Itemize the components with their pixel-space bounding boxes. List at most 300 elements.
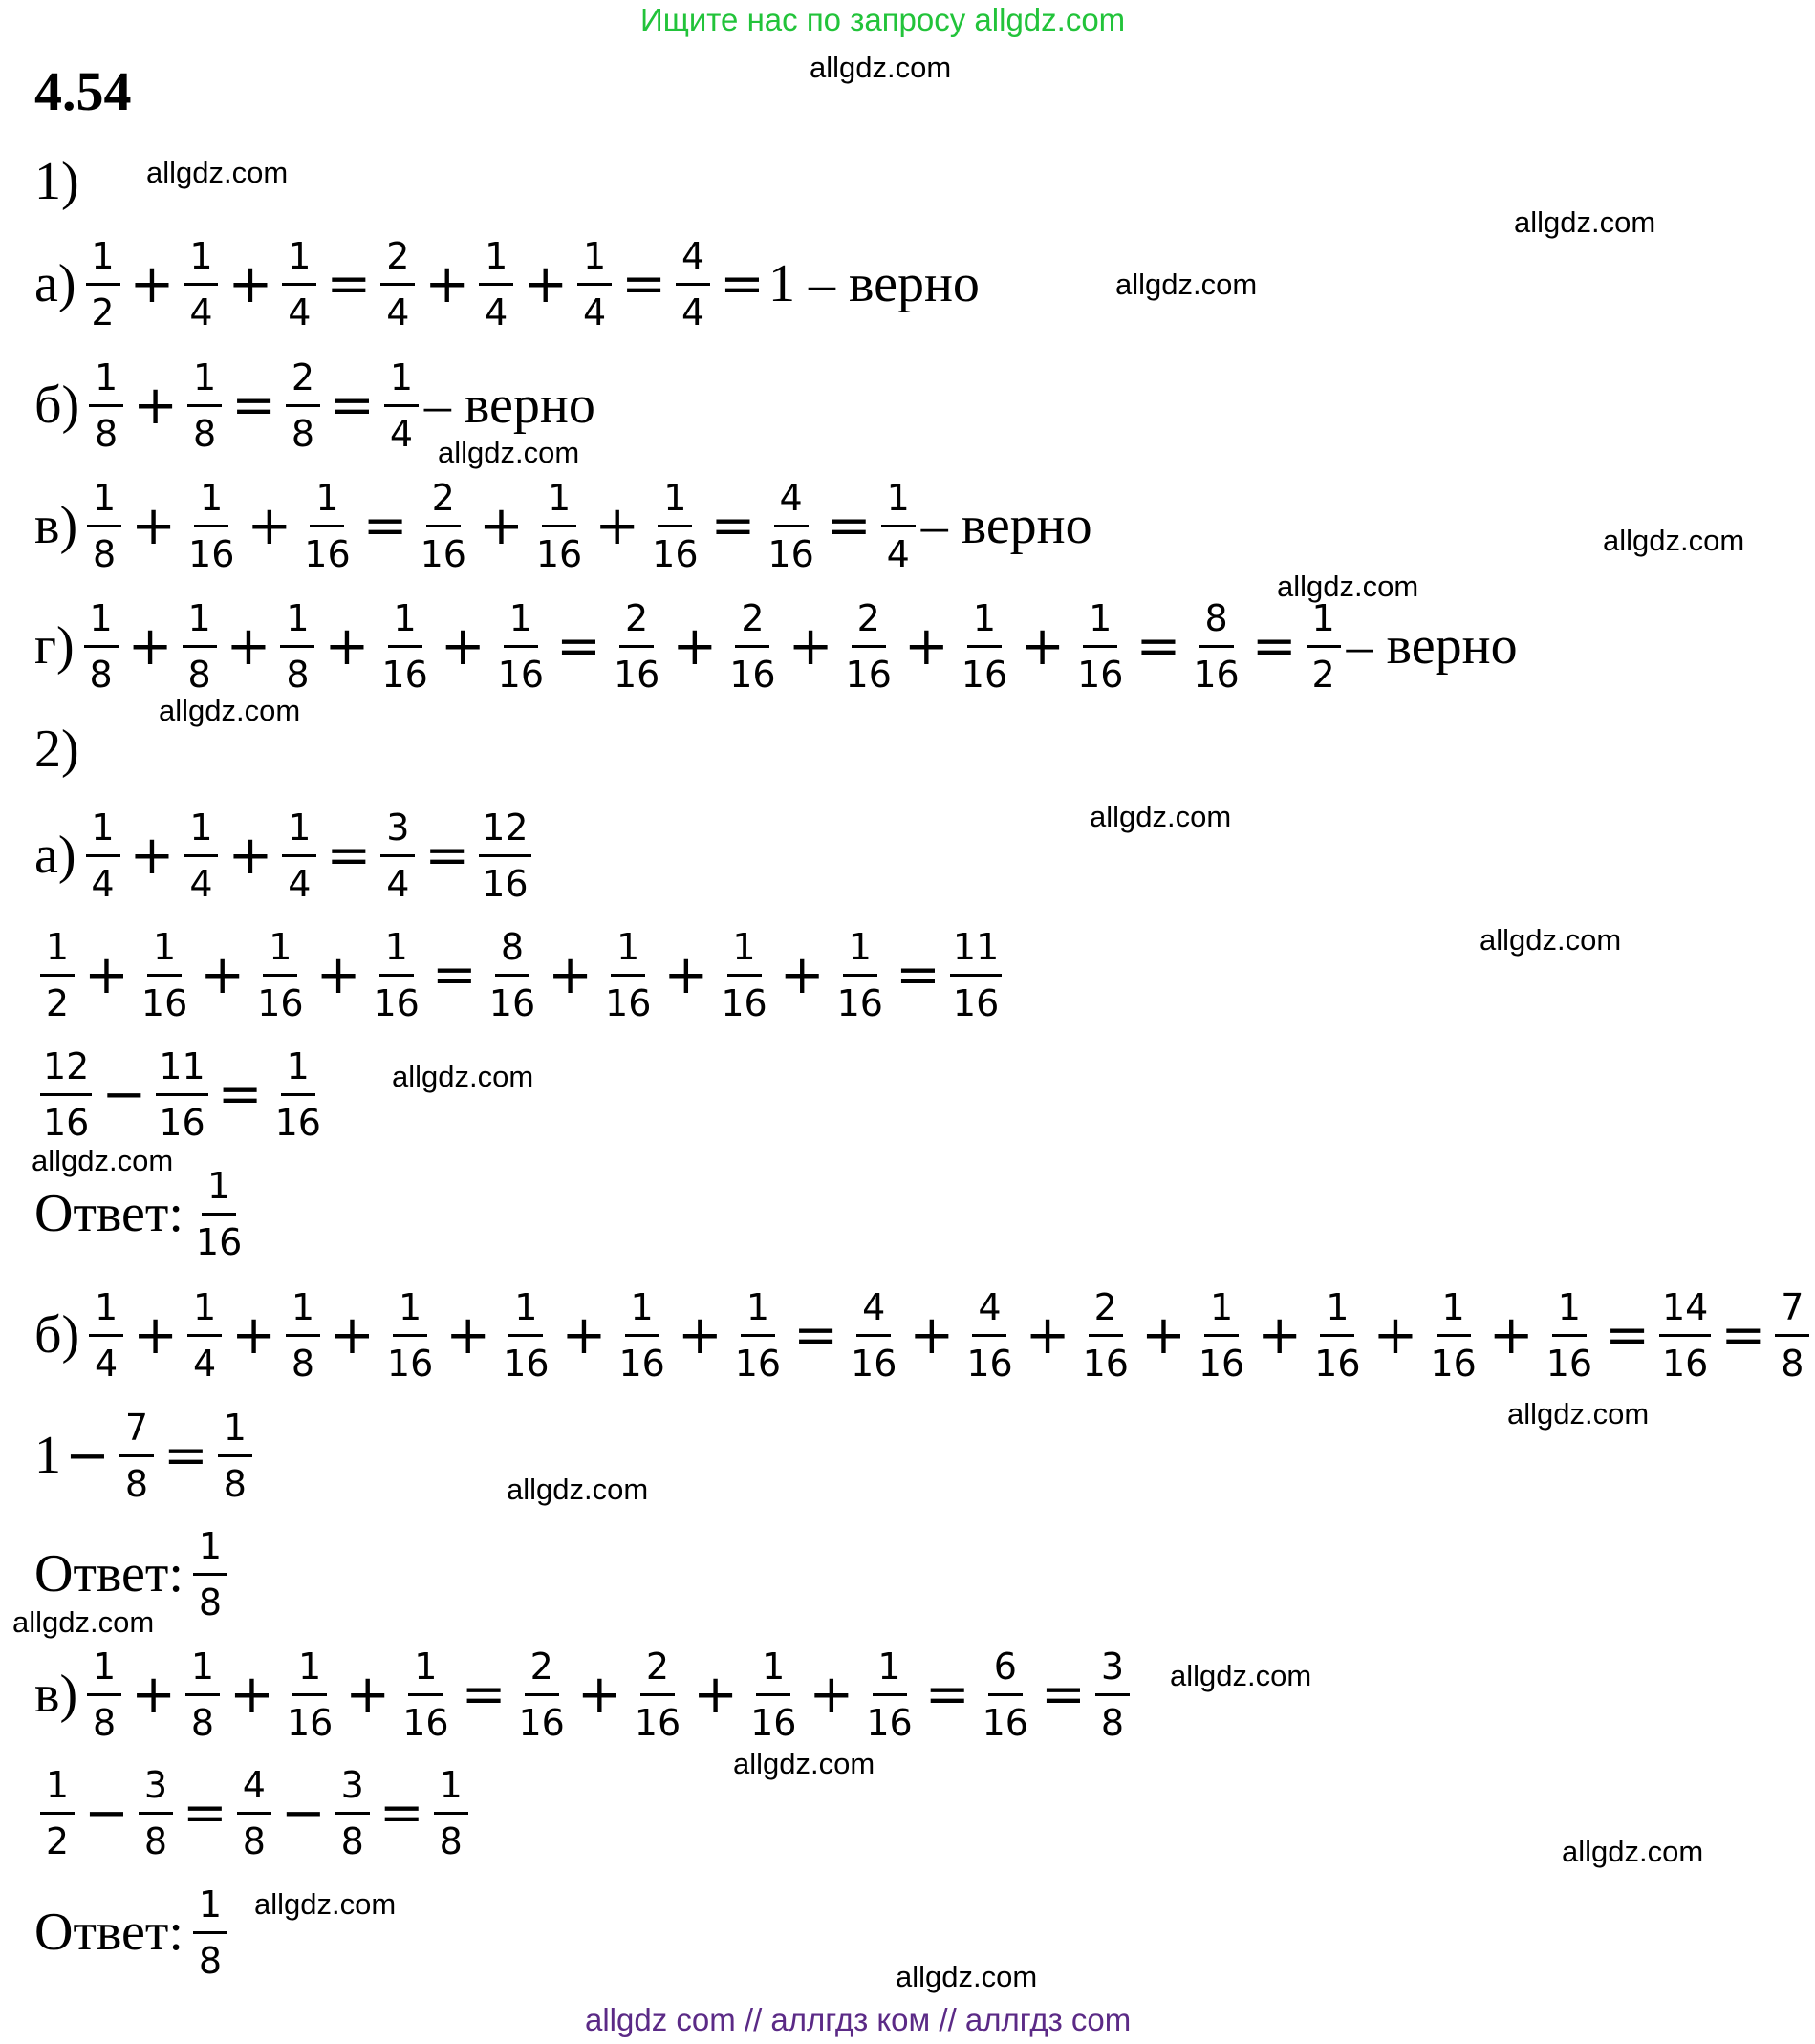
fraction [40, 1027, 92, 1161]
numerator: 1 [479, 238, 513, 286]
denominator: 16 [652, 532, 699, 575]
fraction [611, 579, 662, 713]
numerator: 1 [1552, 1289, 1587, 1337]
answer-2v [34, 1865, 233, 1999]
denominator: 8 [93, 532, 117, 575]
eq-2b-line2 [34, 1388, 258, 1522]
operator: + [677, 1303, 723, 1366]
denominator: 16 [734, 1342, 782, 1385]
numerator: 1 [86, 809, 120, 857]
denominator: 4 [681, 290, 705, 333]
fraction [1544, 1268, 1595, 1402]
denominator: 16 [845, 653, 892, 696]
operator: + [663, 943, 709, 1006]
fraction [516, 1627, 568, 1761]
denominator: 4 [288, 290, 312, 333]
numerator: 1 [263, 929, 297, 977]
numerator: 1 [873, 1648, 907, 1696]
denominator: 16 [1314, 1342, 1361, 1385]
numerator: 1 [658, 480, 692, 527]
operator: = [621, 252, 667, 315]
operator: + [1257, 1303, 1303, 1366]
denominator: 16 [767, 532, 814, 575]
fraction [87, 1627, 121, 1761]
denominator: 8 [198, 1939, 223, 1982]
equation-text: – верно [920, 496, 1092, 555]
numerator: 2 [735, 600, 769, 648]
operator: = [378, 1781, 424, 1844]
watermark-14: allgdz.com [507, 1473, 649, 1506]
denominator: 8 [187, 653, 211, 696]
fraction [380, 788, 415, 922]
watermark-15: allgdz.com [12, 1605, 155, 1639]
fraction [959, 579, 1010, 713]
fraction [747, 1627, 799, 1761]
numerator: 1 [185, 1648, 220, 1696]
fraction [378, 579, 430, 713]
numerator: 1 [1307, 600, 1341, 648]
denominator: 8 [124, 1462, 149, 1505]
denominator: 8 [439, 1819, 463, 1862]
equation-text: – верно [423, 376, 595, 435]
fraction [89, 338, 123, 472]
denominator: 16 [503, 1342, 550, 1385]
operator: = [1605, 1303, 1650, 1366]
operator: = [326, 824, 372, 887]
fraction [863, 1627, 915, 1761]
operator: + [672, 614, 718, 678]
denominator: 16 [188, 532, 235, 575]
denominator: 4 [189, 290, 213, 333]
fraction [40, 908, 75, 1042]
fraction [86, 217, 120, 351]
numerator: 1 [388, 600, 422, 648]
denominator: 4 [95, 1342, 119, 1385]
numerator: 1 [542, 480, 576, 527]
numerator: 1 [86, 238, 120, 286]
fraction [280, 579, 314, 713]
operator: + [788, 614, 833, 678]
denominator: 16 [381, 653, 428, 696]
watermark-8: allgdz.com [159, 694, 301, 727]
denominator: 2 [45, 981, 70, 1024]
denominator: 8 [89, 653, 113, 696]
denominator: 16 [952, 981, 1000, 1024]
eq-2v-line2 [34, 1746, 474, 1880]
numerator: 1 [611, 929, 645, 977]
numerator: 1 [741, 1289, 775, 1337]
fraction [119, 1388, 154, 1522]
denominator: 8 [190, 1701, 215, 1744]
watermark-1: allgdz.com [810, 51, 952, 84]
numerator: 1 [1320, 1289, 1354, 1337]
denominator: 8 [242, 1819, 266, 1862]
fraction [184, 788, 218, 922]
item-label: б) [34, 376, 80, 435]
equation-text: – верно [1346, 616, 1518, 676]
fraction [193, 1147, 245, 1280]
watermark-19: allgdz.com [254, 1887, 397, 1921]
denominator: 16 [257, 981, 304, 1024]
numerator: 1 [379, 929, 414, 977]
operator: + [445, 1303, 491, 1366]
operator: + [129, 824, 175, 887]
operator: = [793, 1303, 839, 1366]
fraction [1427, 1268, 1479, 1402]
eq-2a-line2 [34, 908, 1007, 1042]
watermark-5: allgdz.com [438, 436, 580, 469]
denominator: 4 [192, 1342, 217, 1385]
denominator: 16 [1077, 653, 1124, 696]
numerator: 11 [156, 1048, 207, 1096]
fraction [156, 1027, 207, 1161]
fraction [1190, 579, 1242, 713]
numerator: 3 [139, 1767, 173, 1815]
denominator: 16 [1545, 1342, 1593, 1385]
numerator: 1 [756, 1648, 790, 1696]
operator: + [561, 1303, 607, 1366]
operator: + [329, 1303, 375, 1366]
numerator: 4 [856, 1289, 891, 1337]
numerator: 1 [202, 1168, 236, 1216]
fraction [254, 908, 306, 1042]
watermark-18: allgdz.com [1562, 1835, 1704, 1868]
footer-links[interactable]: allgdz com // аллгдз ком // аллгдз com [585, 2002, 1132, 2037]
fraction [282, 217, 316, 351]
fraction [676, 217, 710, 351]
denominator: 16 [618, 1342, 665, 1385]
numerator: 1 [408, 1648, 443, 1696]
fraction [418, 459, 469, 592]
denominator: 8 [93, 1701, 117, 1744]
denominator: 16 [1430, 1342, 1477, 1385]
numerator: 1 [292, 1648, 327, 1696]
denominator: 4 [389, 412, 413, 455]
numerator: 1 [881, 480, 916, 527]
numerator: 12 [40, 1048, 92, 1096]
numerator: 1 [1437, 1289, 1471, 1337]
fraction [1074, 579, 1126, 713]
operator: + [84, 943, 129, 1006]
denominator: 8 [223, 1462, 247, 1505]
operator: = [720, 252, 765, 315]
denominator: 16 [274, 1101, 321, 1144]
operator: + [324, 614, 370, 678]
item-label: Ответ: [34, 1544, 184, 1603]
operator: = [431, 943, 477, 1006]
fraction [139, 1746, 173, 1880]
fraction [139, 908, 190, 1042]
fraction [237, 1746, 271, 1880]
operator: + [903, 614, 949, 678]
denominator: 16 [866, 1701, 913, 1744]
numerator: 1 [84, 600, 119, 648]
fraction [286, 1268, 320, 1402]
numerator: 3 [335, 1767, 370, 1815]
fraction [187, 338, 222, 472]
watermark-6: allgdz.com [1603, 524, 1745, 557]
operator: = [461, 1663, 507, 1726]
fraction [183, 579, 217, 713]
operator: = [1135, 614, 1181, 678]
fraction [632, 1627, 683, 1761]
operator: + [594, 494, 640, 557]
fraction [384, 338, 419, 472]
item-label: а) [34, 826, 76, 885]
watermark-11: allgdz.com [392, 1060, 534, 1093]
numerator: 2 [380, 238, 415, 286]
numerator: 1 [504, 600, 538, 648]
operator: = [329, 374, 375, 437]
operator: + [231, 1303, 276, 1366]
denominator: 16 [497, 653, 545, 696]
denominator: 16 [729, 653, 776, 696]
denominator: 2 [45, 1819, 70, 1862]
watermark-9: allgdz.com [1090, 800, 1232, 833]
fraction [577, 217, 612, 351]
numerator: 1 [577, 238, 612, 286]
numerator: 1 [89, 1289, 123, 1337]
denominator: 16 [373, 981, 420, 1024]
denominator: 16 [420, 532, 466, 575]
operator: + [809, 1663, 854, 1726]
operator: + [315, 943, 361, 1006]
denominator: 16 [159, 1101, 205, 1144]
denominator: 16 [286, 1701, 334, 1744]
fraction [400, 1627, 451, 1761]
fraction [184, 217, 218, 351]
fraction [963, 1268, 1015, 1402]
equation-text: 1 [34, 1426, 61, 1485]
numerator: 7 [1775, 1289, 1809, 1337]
denominator: 16 [195, 1220, 243, 1263]
fraction [185, 1627, 220, 1761]
fraction [84, 579, 119, 713]
fraction [479, 788, 530, 922]
denominator: 16 [140, 981, 188, 1024]
denominator: 16 [982, 1701, 1028, 1744]
fraction [486, 908, 538, 1042]
item-label: а) [34, 254, 76, 313]
numerator: 4 [972, 1289, 1006, 1337]
fraction [718, 908, 769, 1042]
operator: = [424, 824, 470, 887]
numerator: 2 [852, 600, 886, 648]
fraction [616, 1268, 667, 1402]
denominator: 16 [961, 653, 1008, 696]
fraction [89, 1268, 123, 1402]
numerator: 1 [280, 600, 314, 648]
operator: = [924, 1663, 970, 1726]
item-label: б) [34, 1305, 80, 1365]
operator: + [1020, 614, 1066, 678]
numerator: 1 [184, 238, 218, 286]
operator: + [1025, 1303, 1070, 1366]
numerator: 14 [1659, 1289, 1711, 1337]
fraction [218, 1388, 252, 1522]
item-label: г) [34, 616, 75, 676]
operator: = [1720, 1303, 1766, 1366]
numerator: 1 [187, 1289, 222, 1337]
item-label: Ответ: [34, 1903, 184, 1962]
operator: + [129, 252, 175, 315]
numerator: 3 [1095, 1648, 1130, 1696]
fraction [495, 579, 547, 713]
fraction [1775, 1268, 1809, 1402]
operator: + [247, 494, 292, 557]
fraction [384, 1268, 436, 1402]
fraction [284, 1627, 335, 1761]
fraction [193, 1865, 227, 1999]
numerator: 2 [525, 1648, 559, 1696]
denominator: 16 [1193, 653, 1240, 696]
denominator: 16 [402, 1701, 449, 1744]
numerator: 1 [87, 480, 121, 527]
eq-1a [34, 217, 980, 351]
denominator: 8 [340, 1819, 364, 1862]
numerator: 1 [393, 1289, 427, 1337]
numerator: 1 [89, 359, 123, 407]
numerator: 1 [508, 1289, 543, 1337]
fraction [602, 908, 654, 1042]
numerator: 1 [282, 809, 316, 857]
top-search-link[interactable]: Ищите нас по запросу allgdz.com [640, 2, 1126, 37]
fraction [1080, 1268, 1132, 1402]
denominator: 16 [750, 1701, 797, 1744]
denominator: 4 [886, 532, 910, 575]
operator: + [909, 1303, 955, 1366]
fraction [726, 579, 778, 713]
operator: = [217, 1063, 263, 1126]
fraction [1196, 1268, 1247, 1402]
item-label: в) [34, 1665, 78, 1724]
fraction [380, 217, 415, 351]
operator: + [779, 943, 825, 1006]
numerator: 1 [625, 1289, 659, 1337]
fraction [370, 908, 421, 1042]
watermark-20: allgdz.com [896, 1960, 1038, 1993]
operator: = [710, 494, 756, 557]
denominator: 16 [1662, 1342, 1709, 1385]
operator: − [65, 1424, 110, 1487]
watermark-16: allgdz.com [1170, 1659, 1312, 1692]
operator: = [162, 1424, 208, 1487]
denominator: 8 [291, 412, 315, 455]
operator: + [133, 1303, 179, 1366]
numerator: 1 [40, 1767, 75, 1815]
fraction [272, 1027, 324, 1161]
operator: + [548, 943, 594, 1006]
denominator: 4 [189, 862, 213, 905]
numerator: 1 [187, 359, 222, 407]
fraction [40, 1746, 75, 1880]
operator: + [131, 494, 177, 557]
operator: = [326, 252, 372, 315]
operator: = [231, 374, 276, 437]
numerator: 1 [1204, 1289, 1239, 1337]
watermark-2: allgdz.com [146, 156, 289, 189]
numerator: 2 [619, 600, 654, 648]
numerator: 3 [380, 809, 415, 857]
operator: − [84, 1781, 129, 1844]
denominator: 16 [1082, 1342, 1129, 1385]
denominator: 16 [613, 653, 660, 696]
numerator: 1 [281, 1048, 315, 1096]
numerator: 1 [384, 359, 419, 407]
fraction [843, 579, 895, 713]
denominator: 8 [198, 1581, 223, 1624]
denominator: 16 [966, 1342, 1013, 1385]
denominator: 8 [143, 1819, 168, 1862]
operator: = [826, 494, 872, 557]
numerator: 6 [988, 1648, 1023, 1696]
denominator: 16 [1198, 1342, 1245, 1385]
numerator: 1 [147, 929, 182, 977]
numerator: 4 [676, 238, 710, 286]
denominator: 8 [95, 412, 119, 455]
numerator: 2 [426, 480, 461, 527]
fraction [881, 459, 916, 592]
operator: − [280, 1781, 326, 1844]
fraction [282, 788, 316, 922]
numerator: 1 [40, 929, 75, 977]
fraction [286, 338, 320, 472]
fraction [301, 459, 353, 592]
operator: = [1251, 614, 1297, 678]
fraction [732, 1268, 784, 1402]
fraction [479, 217, 513, 351]
fraction [335, 1746, 370, 1880]
operator: = [556, 614, 601, 678]
operator: + [424, 252, 470, 315]
operator: + [1372, 1303, 1418, 1366]
denominator: 8 [192, 412, 217, 455]
numerator: 1 [282, 238, 316, 286]
denominator: 16 [43, 1101, 90, 1144]
eq-1v [34, 459, 1092, 592]
denominator: 16 [304, 532, 351, 575]
numerator: 8 [1199, 600, 1234, 648]
denominator: 16 [386, 1342, 434, 1385]
operator: + [576, 1663, 622, 1726]
fraction [185, 459, 237, 592]
operator: + [523, 252, 569, 315]
numerator: 1 [1083, 600, 1117, 648]
numerator: 2 [286, 359, 320, 407]
numerator: 1 [286, 1289, 320, 1337]
operator: + [229, 1663, 274, 1726]
numerator: 7 [119, 1409, 154, 1457]
eq-2v-line1 [34, 1627, 1135, 1761]
numerator: 8 [495, 929, 529, 977]
numerator: 2 [1089, 1289, 1123, 1337]
denominator: 4 [485, 290, 508, 333]
fraction [950, 908, 1002, 1042]
operator: + [1140, 1303, 1186, 1366]
denominator: 4 [583, 290, 607, 333]
numerator: 1 [184, 809, 218, 857]
watermark-13: allgdz.com [1507, 1397, 1650, 1431]
numerator: 1 [843, 929, 877, 977]
operator: = [182, 1781, 227, 1844]
numerator: 1 [183, 600, 217, 648]
watermark-10: allgdz.com [1480, 923, 1622, 957]
watermark-12: allgdz.com [32, 1144, 174, 1177]
numerator: 11 [950, 929, 1002, 977]
numerator: 1 [218, 1409, 252, 1457]
denominator: 8 [1100, 1701, 1124, 1744]
denominator: 4 [91, 862, 115, 905]
